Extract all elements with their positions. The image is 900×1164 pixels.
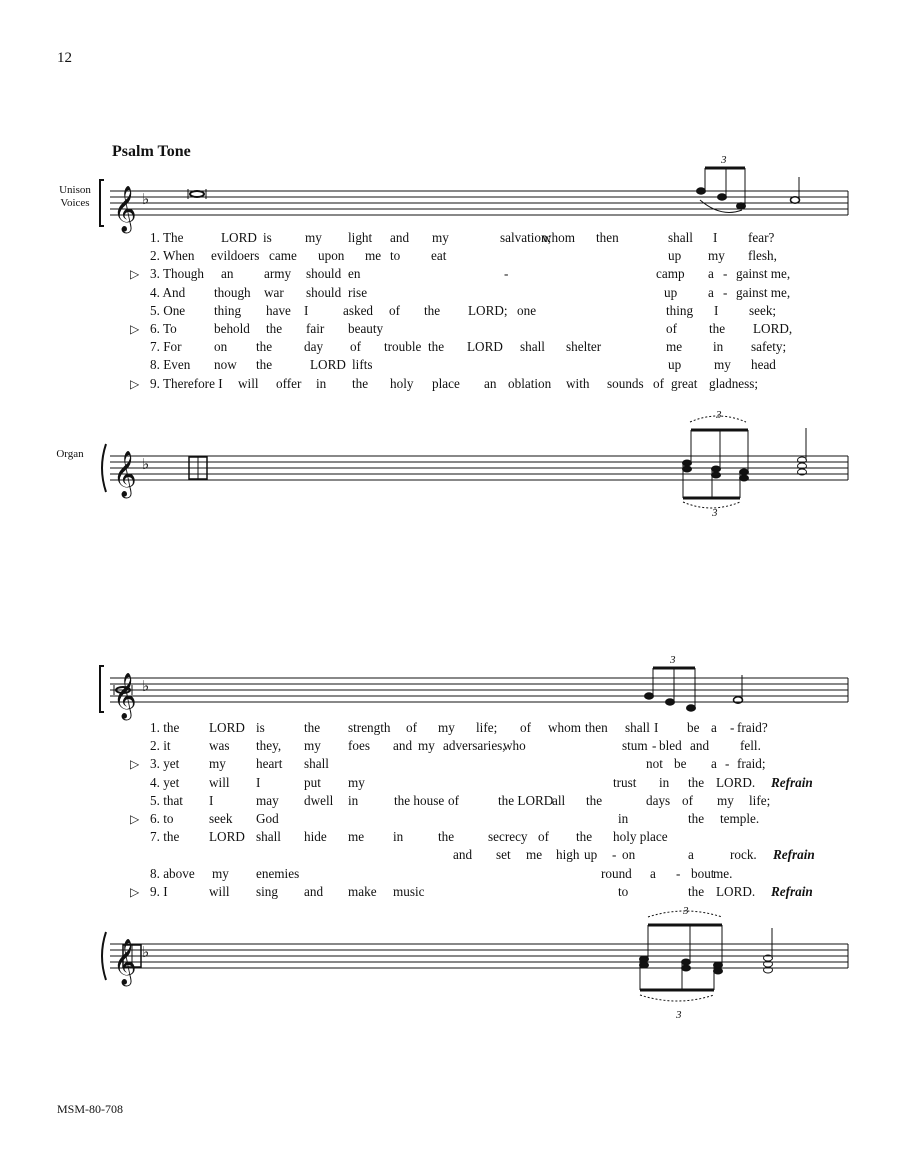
lyric-word: up (664, 284, 678, 300)
lyric-word: and (393, 738, 413, 754)
alternate-verse-mark-icon: ▷ (130, 267, 140, 282)
lyric-word: the (688, 883, 705, 899)
lyric-word: LORD, (753, 320, 793, 336)
lyric-word: my (717, 792, 734, 808)
lyric-word: en (348, 266, 361, 282)
lyric-word: may (256, 792, 279, 808)
lyric-word: gainst me, (736, 266, 791, 282)
lyric-word: in (618, 810, 629, 826)
lyric-word: fell. (740, 738, 761, 754)
lyric-word: - (723, 266, 728, 282)
lyric-word: shall (256, 829, 281, 845)
lyric-word: LORD; (468, 302, 508, 318)
lyric-word: evildoers (211, 248, 260, 264)
lyric-word: was (209, 738, 230, 754)
lyric-word: the (428, 339, 445, 355)
lyric-word: though (214, 284, 251, 300)
lyric-word: whom (548, 720, 581, 735)
lyric-word: in (659, 774, 670, 790)
lyric-word: asked (343, 302, 374, 318)
treble-clef-icon: 𝄞 (113, 939, 137, 985)
lyric-word: a (650, 865, 656, 881)
lyric-line (130, 229, 850, 247)
lyric-line (130, 375, 850, 393)
lyric-word: 7. For (150, 339, 182, 355)
lyric-word: me (666, 339, 683, 355)
lyric-word: - (676, 865, 681, 881)
lyric-word: in (393, 829, 404, 845)
lyric-word: of (520, 720, 531, 735)
lyric-word: behold (214, 320, 250, 336)
lyric-word: God (256, 810, 279, 826)
lyric-word: my (708, 248, 725, 264)
lyric-word: head (751, 357, 776, 373)
lyric-word: in (713, 339, 724, 355)
lyric-word: the (586, 792, 603, 808)
lyric-word: have (266, 302, 291, 318)
lyric-word: a (711, 720, 717, 735)
lyric-word: adversaries, (443, 738, 506, 754)
lyric-word: me (365, 248, 382, 264)
lyric-word: the (352, 375, 369, 391)
lyric-word: fraid? (737, 720, 768, 735)
lyric-word: - (730, 720, 735, 735)
lyric-word: and (304, 883, 324, 899)
lyric-word: who (503, 738, 526, 754)
lyric-word: shall (304, 756, 329, 772)
lyric-word: make (348, 883, 377, 899)
lyric-word: - (725, 756, 730, 772)
triplet-number: 3 (683, 905, 689, 917)
lyric-word: days (646, 792, 671, 808)
refrain-marker: Refrain (773, 847, 815, 863)
lyric-line (130, 719, 850, 737)
lyric-line (130, 865, 850, 883)
lyric-word: hide (304, 829, 327, 845)
lyric-word: my (438, 720, 455, 735)
alternate-verse-mark-icon: ▷ (130, 757, 140, 772)
lyric-word: war (264, 284, 284, 300)
lyric-word: up (584, 847, 598, 863)
lyric-word: 5. that (150, 792, 183, 808)
lyric-word: the (424, 302, 441, 318)
triplet-number: 3 (721, 154, 727, 166)
lyric-word: rock. (730, 847, 757, 863)
lyric-word: a (688, 847, 694, 863)
lyric-word: fraid; (737, 756, 766, 772)
lyric-word: a (711, 756, 717, 772)
lyric-word: of (389, 302, 400, 318)
lyric-word: on (622, 847, 636, 863)
refrain-marker: Refrain (771, 774, 813, 790)
lyric-word: should (306, 284, 342, 300)
lyric-word: one (517, 302, 537, 318)
lyric-word: dwell (304, 792, 334, 808)
lyric-word: bled (659, 738, 682, 754)
lyric-word: I (256, 774, 261, 790)
lyric-word: shelter (566, 339, 602, 355)
lyric-line (130, 265, 850, 283)
lyric-word: army (264, 266, 292, 282)
lyric-word: my (305, 230, 322, 245)
lyric-word: the LORD (498, 792, 554, 808)
lyric-word: me. (713, 865, 733, 881)
lyric-word: of (448, 792, 459, 808)
alternate-verse-mark-icon: ▷ (130, 884, 140, 899)
lyric-word: in (316, 375, 327, 391)
lyric-word: life; (476, 720, 498, 735)
page-number: 12 (57, 50, 72, 66)
lyric-word: music (393, 883, 425, 899)
lyric-word: should (306, 266, 342, 282)
lyric-word: I (714, 302, 719, 318)
lyric-word: LORD. (716, 883, 756, 899)
lyric-line (130, 883, 850, 901)
lyric-word: in (348, 792, 359, 808)
lyric-word: of (538, 829, 549, 845)
lyric-word: is (256, 720, 265, 735)
lyric-word: secrecy (488, 829, 528, 845)
lyric-word: holy place (613, 829, 668, 845)
triplet-notes-1 (697, 168, 800, 212)
catalog-number: MSM-80-708 (57, 1102, 124, 1116)
lyric-word: LORD. (716, 774, 756, 790)
lyric-word: fear? (748, 230, 775, 245)
lyric-word: 5. One (150, 302, 186, 318)
lyric-word: 2. When (150, 248, 195, 264)
lyric-word: put (304, 774, 321, 790)
lyric-word: 6. To (150, 320, 177, 336)
lyric-word: the (266, 320, 283, 336)
lyric-word: will (209, 774, 230, 790)
lyric-word: me (526, 847, 543, 863)
lyric-word: of (350, 339, 361, 355)
lyric-word: the house (394, 792, 445, 808)
lyrics-system-2 (130, 719, 850, 901)
lyric-word: and (690, 738, 710, 754)
lyric-word: 6. to (150, 810, 174, 826)
lyric-line (130, 846, 850, 864)
lyric-word: on (214, 339, 228, 355)
lyric-word: sing (256, 883, 278, 899)
lyric-word: then (585, 720, 608, 735)
lyric-word: is (263, 230, 272, 245)
flat-icon: ♭ (142, 677, 150, 695)
lyric-word: seek; (749, 302, 777, 318)
lyric-word: the (256, 357, 273, 373)
lyric-word: safety; (751, 339, 787, 355)
lyric-word: the (709, 320, 726, 336)
lyric-word: then (596, 230, 619, 245)
lyric-word: of (406, 720, 417, 735)
organ-staff-2 (110, 944, 848, 968)
lyric-word: 4. yet (150, 774, 180, 790)
lyric-word: LORD (221, 230, 257, 245)
lyric-word: my (432, 230, 449, 245)
lyric-word: - (504, 266, 509, 282)
triplet-number: 3 (712, 507, 718, 519)
lyric-word: came (269, 248, 297, 264)
treble-clef-icon: 𝄞 (113, 673, 137, 719)
lyric-word: - (723, 284, 728, 300)
lyric-word: will (238, 375, 259, 391)
lyric-word: the (304, 720, 321, 735)
lyric-word: to (390, 248, 401, 264)
lyric-line (130, 302, 850, 320)
lyric-word: to (618, 883, 629, 899)
lyric-word: offer (276, 375, 302, 391)
lyric-line (130, 247, 850, 265)
lyric-word: the (256, 339, 273, 355)
lyric-word: my (304, 738, 321, 754)
lyric-word: gainst me, (736, 284, 791, 300)
treble-clef-icon: 𝄞 (113, 451, 137, 497)
lyric-line (130, 737, 850, 755)
lyric-word: a (708, 266, 714, 282)
lyric-word: stum (622, 738, 648, 754)
lyric-word: 8. above (150, 865, 195, 881)
lyric-word: LORD (467, 339, 503, 355)
lyric-word: upon (318, 248, 345, 264)
lyric-word: light (348, 230, 373, 245)
lyric-word: sounds (607, 375, 644, 391)
lyric-word: thing (214, 302, 242, 318)
organ-part-label: Organ (56, 448, 84, 460)
lyric-word: camp (656, 266, 685, 282)
flat-icon: ♭ (142, 190, 150, 208)
lyric-word: shall (520, 339, 545, 355)
lyric-word: 4. And (150, 284, 186, 300)
lyric-word: beauty (348, 320, 384, 336)
lyric-word: day (304, 339, 324, 355)
lyric-word: LORD (209, 829, 245, 845)
lyric-word: temple. (720, 810, 760, 826)
lyric-word: foes (348, 738, 370, 754)
lyric-word: the (576, 829, 593, 845)
triplet-number: 3 (676, 1009, 682, 1021)
triplet-number: 3 (716, 409, 722, 421)
lyric-word: trust (613, 774, 637, 790)
alternate-verse-mark-icon: ▷ (130, 376, 140, 391)
lyric-word: an (484, 375, 497, 391)
lyric-line (130, 755, 850, 773)
lyric-word: seek (209, 810, 233, 826)
lyric-word: 1. The (150, 230, 184, 245)
lyric-word: - (652, 738, 657, 754)
lyric-word: an (221, 266, 234, 282)
lyric-word: with (566, 375, 590, 391)
lyric-word: my (418, 738, 435, 754)
voices-part-label: Unison Voices (59, 184, 91, 209)
lyric-word: oblation (508, 375, 552, 391)
lyric-word: 2. it (150, 738, 171, 754)
treble-clef-icon: 𝄞 (113, 186, 137, 232)
lyric-line (130, 810, 850, 828)
lyric-line (130, 828, 850, 846)
lyric-word: trouble (384, 339, 422, 355)
lyric-word: be (674, 756, 687, 772)
lyric-word: flesh, (748, 248, 777, 264)
alternate-verse-mark-icon: ▷ (130, 321, 140, 336)
lyric-word: salvation; (500, 230, 552, 245)
lyric-word: and (453, 847, 473, 863)
lyric-word: heart (256, 756, 283, 772)
lyric-word: 9. Therefore I (150, 375, 223, 391)
lyric-line (130, 774, 850, 792)
lyric-word: my (714, 357, 731, 373)
lyric-word: and (390, 230, 410, 245)
lyric-word: strength (348, 720, 391, 735)
lyric-word: will (209, 883, 230, 899)
lyric-word: they, (256, 738, 282, 754)
refrain-marker: Refrain (771, 883, 813, 899)
flat-icon: ♭ (142, 455, 150, 473)
lyric-word: 9. I (150, 883, 168, 899)
lyric-word: enemies (256, 865, 300, 881)
lyric-word: of (666, 320, 677, 336)
lyric-word: 3. Though (150, 266, 204, 282)
voice-staff-2 (110, 678, 848, 702)
lyric-word: 7. the (150, 829, 180, 845)
flat-icon: ♭ (142, 943, 150, 961)
lyric-word: gladness; (709, 375, 759, 391)
organ-staff-1 (110, 456, 848, 480)
lyric-word: the (438, 829, 455, 845)
lyric-word: LORD (209, 720, 245, 735)
lyric-word: my (348, 774, 365, 790)
lyrics-system-1 (130, 229, 850, 393)
lyric-word: I (654, 720, 659, 735)
lyric-word: 8. Even (150, 357, 191, 373)
lyric-word: fair (306, 320, 325, 336)
alternate-verse-mark-icon: ▷ (130, 811, 140, 826)
lyric-word: the (688, 774, 705, 790)
section-title: Psalm Tone (112, 143, 191, 160)
lyric-word: high (556, 847, 580, 863)
lyric-word: lifts (352, 357, 373, 373)
lyric-word: whom (542, 230, 575, 245)
lyric-word: of (653, 375, 664, 391)
lyric-word: the (688, 810, 705, 826)
lyric-word: 1. the (150, 720, 180, 735)
lyric-word: - (612, 847, 617, 863)
lyric-word: eat (431, 248, 447, 264)
lyric-word: a (708, 284, 714, 300)
lyric-line (130, 284, 850, 302)
lyric-word: bout (691, 865, 715, 881)
lyric-word: LORD (310, 357, 346, 373)
lyric-word: be (687, 720, 700, 735)
lyric-word: now (214, 357, 237, 373)
lyric-word: holy (390, 375, 414, 391)
lyric-word: not (646, 756, 663, 772)
lyric-word: great (671, 375, 698, 391)
lyric-word: my (209, 756, 226, 772)
lyric-word: place (432, 375, 460, 391)
lyric-word: thing (666, 302, 694, 318)
lyric-word: shall (625, 720, 650, 735)
lyric-word: rise (348, 284, 368, 300)
lyric-word: me (348, 829, 365, 845)
lyric-line (130, 338, 850, 356)
lyric-line (130, 356, 850, 374)
lyric-word: round (601, 865, 632, 881)
lyric-word: all (552, 792, 566, 808)
lyric-line (130, 792, 850, 810)
lyric-line (130, 320, 850, 338)
lyric-word: my (212, 865, 229, 881)
lyric-word: I (304, 302, 309, 318)
lyric-word: up (668, 357, 682, 373)
lyric-word: I (713, 230, 718, 245)
lyric-word: life; (749, 792, 771, 808)
lyric-word: I (209, 792, 214, 808)
lyric-word: of (682, 792, 693, 808)
triplet-number: 3 (670, 654, 676, 666)
lyric-word: up (668, 248, 682, 264)
lyric-word: shall (668, 230, 693, 245)
lyric-word: set (496, 847, 511, 863)
lyric-word: 3. yet (150, 756, 180, 772)
